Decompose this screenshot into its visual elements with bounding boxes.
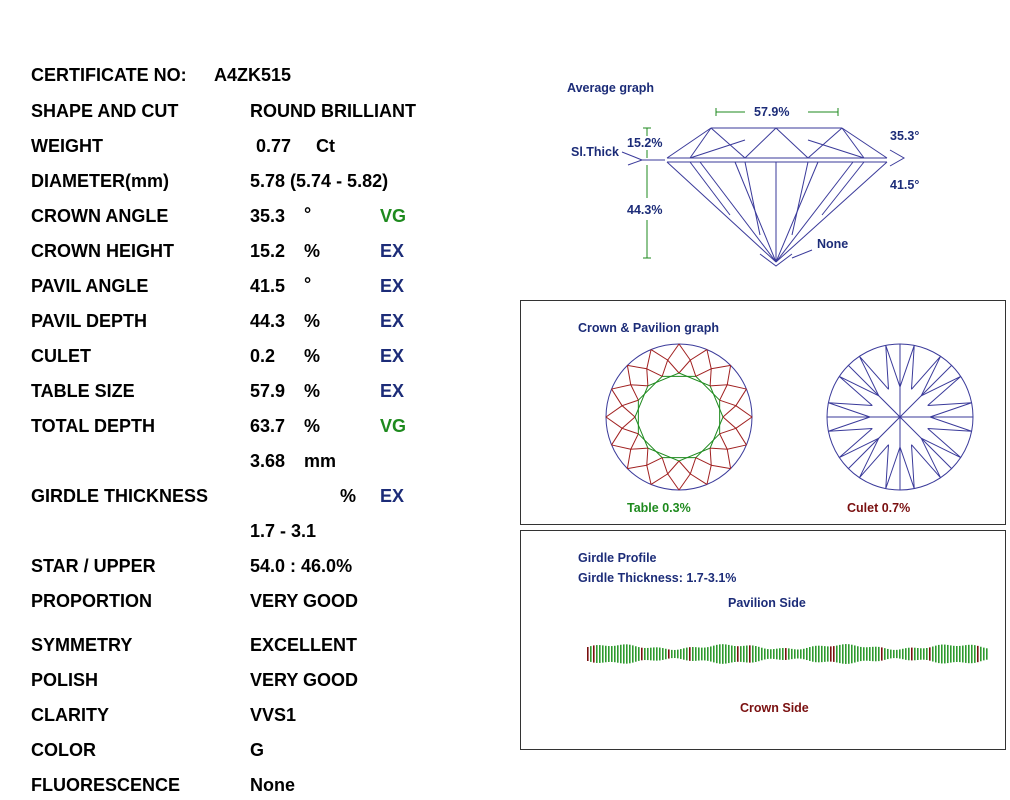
culet-label: None [817, 237, 849, 251]
row-unit-crown-height: % [304, 241, 321, 261]
row-unit-table-size: % [304, 381, 321, 401]
row-label-table-size: TABLE SIZE [31, 381, 135, 401]
culet-caption: Culet 0.7% [847, 501, 911, 515]
row-label-crown-angle: CROWN ANGLE [31, 206, 169, 226]
row-label-total-depth: TOTAL DEPTH [31, 416, 156, 436]
crown-view-diagram [604, 342, 754, 492]
row-grade-crown-angle: VG [380, 206, 407, 226]
row-value-total-depth-mm: 3.68 [250, 451, 286, 471]
crown-pavilion-panel [520, 300, 1006, 525]
girdle-thickness-text: Girdle Thickness: 1.7-3.1% [578, 571, 737, 585]
crown-angle-label: 35.3° [890, 129, 920, 143]
row-label-diameter: DIAMETER(mm) [31, 171, 169, 191]
row-grade-girdle: EX [380, 486, 405, 506]
row-label-color: COLOR [31, 740, 96, 760]
row-value-girdle-range: 1.7 - 3.1 [250, 521, 317, 541]
pavilion-angle-label: 41.5° [890, 178, 920, 192]
row-label-crown-height: CROWN HEIGHT [31, 241, 174, 261]
row-label-proportion: PROPORTION [31, 591, 153, 611]
crown-side-label: Crown Side [740, 701, 809, 715]
row-label-girdle: GIRDLE THICKNESS [31, 486, 209, 506]
row-value-crown-angle: 35.3 [250, 206, 286, 226]
row-grade-pavil-angle: EX [380, 276, 405, 296]
row-value-pavil-angle: 41.5 [250, 276, 286, 296]
row-label-culet: CULET [31, 346, 91, 366]
row-value-symmetry: EXCELLENT [250, 635, 358, 655]
row-label-clarity: CLARITY [31, 705, 109, 725]
crown-percent-label: 15.2% [627, 136, 663, 150]
row-value-shape: ROUND BRILLIANT [250, 101, 416, 121]
girdle-profile-panel [520, 530, 1006, 750]
row-value-total-depth: 63.7 [250, 416, 286, 436]
row-unit-weight: Ct [316, 136, 335, 156]
crown-pavilion-title: Crown & Pavilion graph [578, 321, 719, 335]
pavilion-view-diagram [825, 342, 975, 492]
row-unit-crown-angle: ° [304, 204, 312, 224]
pavilion-side-label: Pavilion Side [728, 596, 806, 610]
table-caption: Table 0.3% [627, 501, 691, 515]
certificate-label: CERTIFICATE NO: [31, 65, 187, 85]
row-unit-total-depth: % [304, 416, 321, 436]
row-label-weight: WEIGHT [31, 136, 103, 156]
row-label-pavil-depth: PAVIL DEPTH [31, 311, 148, 331]
row-label-star-upper: STAR / UPPER [31, 556, 156, 576]
certificate-number: A4ZK515 [214, 65, 292, 85]
row-value-proportion: VERY GOOD [250, 591, 359, 611]
row-grade-culet: EX [380, 346, 405, 366]
row-value-color: G [250, 740, 265, 760]
row-value-clarity: VVS1 [250, 705, 297, 725]
row-grade-pavil-depth: EX [380, 311, 405, 331]
row-unit-pavil-depth: % [304, 311, 321, 331]
row-grade-table-size: EX [380, 381, 405, 401]
row-unit-girdle: % [340, 486, 357, 506]
girdle-profile-strip [587, 641, 989, 667]
row-value-polish: VERY GOOD [250, 670, 359, 690]
row-value-star-upper: 54.0 : 46.0% [250, 556, 353, 576]
table-percent-label: 57.9% [754, 105, 790, 119]
row-unit-total-depth-mm: mm [304, 451, 337, 471]
row-unit-pavil-angle: ° [304, 274, 312, 294]
girdle-profile-title: Girdle Profile [578, 551, 657, 565]
diamond-profile-diagram [560, 95, 1000, 275]
row-value-weight: 0.77 [256, 136, 292, 156]
row-label-symmetry: SYMMETRY [31, 635, 133, 655]
row-label-shape: SHAPE AND CUT [31, 101, 179, 121]
row-value-diameter: 5.78 (5.74 - 5.82) [250, 171, 389, 191]
row-value-crown-height: 15.2 [250, 241, 286, 261]
row-grade-crown-height: EX [380, 241, 405, 261]
girdle-thick-label: Sl.Thick [571, 145, 619, 159]
row-label-polish: POLISH [31, 670, 99, 690]
row-grade-total-depth: VG [380, 416, 407, 436]
average-graph-title: Average graph [567, 81, 655, 95]
pavilion-percent-label: 44.3% [627, 203, 663, 217]
row-value-pavil-depth: 44.3 [250, 311, 286, 331]
row-unit-culet: % [304, 346, 321, 366]
row-value-culet: 0.2 [250, 346, 276, 366]
row-value-table-size: 57.9 [250, 381, 286, 401]
row-label-pavil-angle: PAVIL ANGLE [31, 276, 149, 296]
row-value-fluorescence: None [250, 775, 295, 795]
row-label-fluorescence: FLUORESCENCE [31, 775, 181, 795]
